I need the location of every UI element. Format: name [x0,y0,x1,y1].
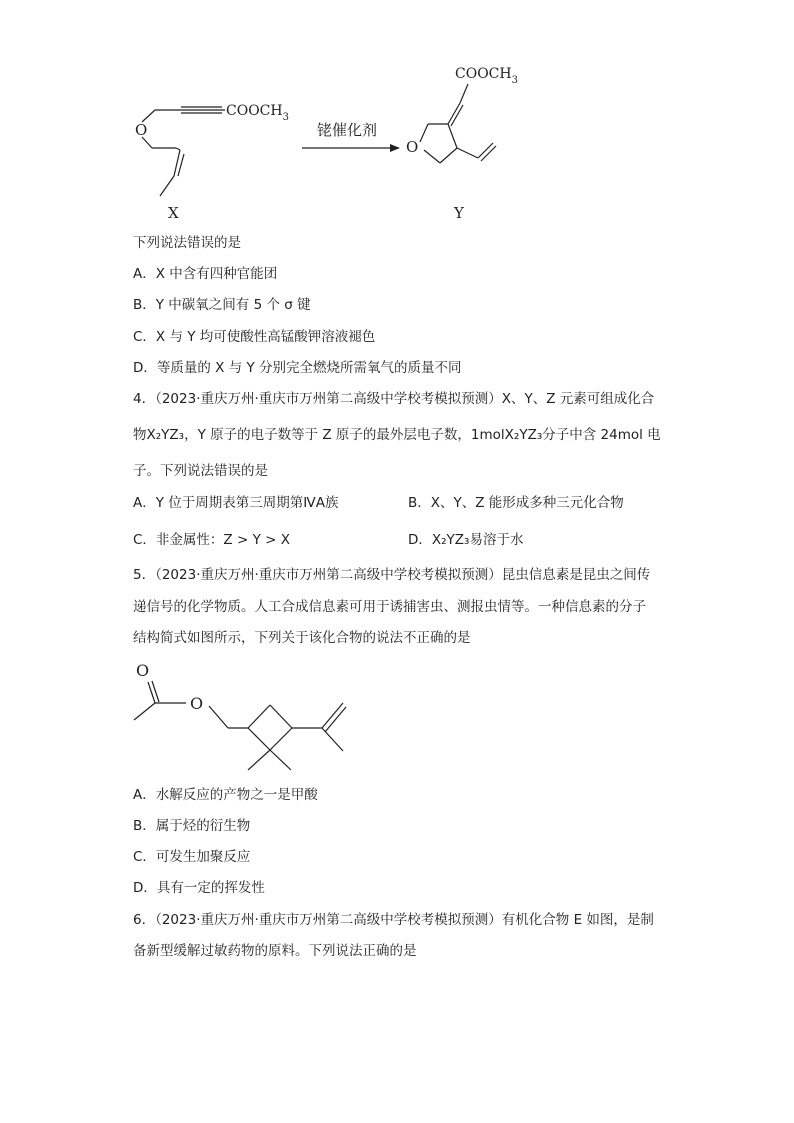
ester-o-label: O [190,694,204,713]
q4-stem-line3: 子。下列说法错误的是 [133,463,268,479]
q3-stem: 下列说法错误的是 [133,235,241,251]
q4-option-a: A．Y 位于周期表第三周期第ⅣA族 [133,495,339,511]
x-compound-label: X [168,204,179,222]
q5-option-c: C．可发生加聚反应 [133,849,251,865]
q6-stem-line2: 备新型缓解过敏药物的原料。下列说法正确的是 [133,943,417,959]
q5-option-d: D．具有一定的挥发性 [133,880,265,896]
y-ring-o-label: O [406,138,419,156]
x-ester-label: $COOCH_3$ [226,103,289,123]
q5-stem-line3: 结构简式如图所示，下列关于该化合物的说法不正确的是 [133,630,471,646]
q4-stem-line2: 物X₂YZ₃，Y 原子的电子数等于 Z 原子的最外层电子数，1molX₂YZ₃分子中含 24mol 电 [133,427,661,443]
q6-stem-line1: 6．（2023·重庆万州·重庆市万州第二高级中学校考模拟预测）有机化合物 E 如图，是制 [133,912,654,928]
q5-stem-line2: 递信号的化学物质。人工合成信息素可用于诱捕害虫、测报虫情等。一种信息素的分子 [133,599,646,615]
q4-option-b: B．X、Y、Z 能形成多种三元化合物 [408,495,624,511]
q4-option-c: C．非金属性：Z > Y > X [133,532,290,548]
q3-option-d: D．等质量的 X 与 Y 分别完全燃烧所需氧气的质量不同 [133,360,462,376]
q3-option-a: A．X 中含有四种官能团 [133,266,278,282]
reaction-arrow [302,144,400,152]
q5-stem-line1: 5．（2023·重庆万州·重庆市万州第二高级中学校考模拟预测）昆虫信息素是昆虫之间传 [133,567,651,583]
pheromone-structure [0,650,794,780]
carbonyl-o-label: O [136,661,150,680]
molecule-y [420,84,496,163]
q4-stem-line1: 4．（2023·重庆万州·重庆市万州第二高级中学校考模拟预测）X、Y、Z 元素可组成化合 [133,391,655,407]
molecule-x [142,107,225,196]
y-compound-label: Y [454,204,464,222]
y-ester-label: $COOCH_3$ [455,66,518,86]
q5-option-a: A．水解反应的产物之一是甲酸 [133,787,318,803]
q4-option-d: D．X₂YZ₃易溶于水 [408,532,524,548]
q3-option-b: B．Y 中碳氧之间有 5 个 σ 键 [133,297,311,313]
q3-option-c: C．X 与 Y 均可使酸性高锰酸钾溶液褪色 [133,329,376,345]
q5-option-b: B．属于烃的衍生物 [133,818,251,834]
reaction-scheme [0,0,794,230]
x-ring-o-label: O [135,121,148,139]
catalyst-label: 铑催化剂 [317,121,378,139]
